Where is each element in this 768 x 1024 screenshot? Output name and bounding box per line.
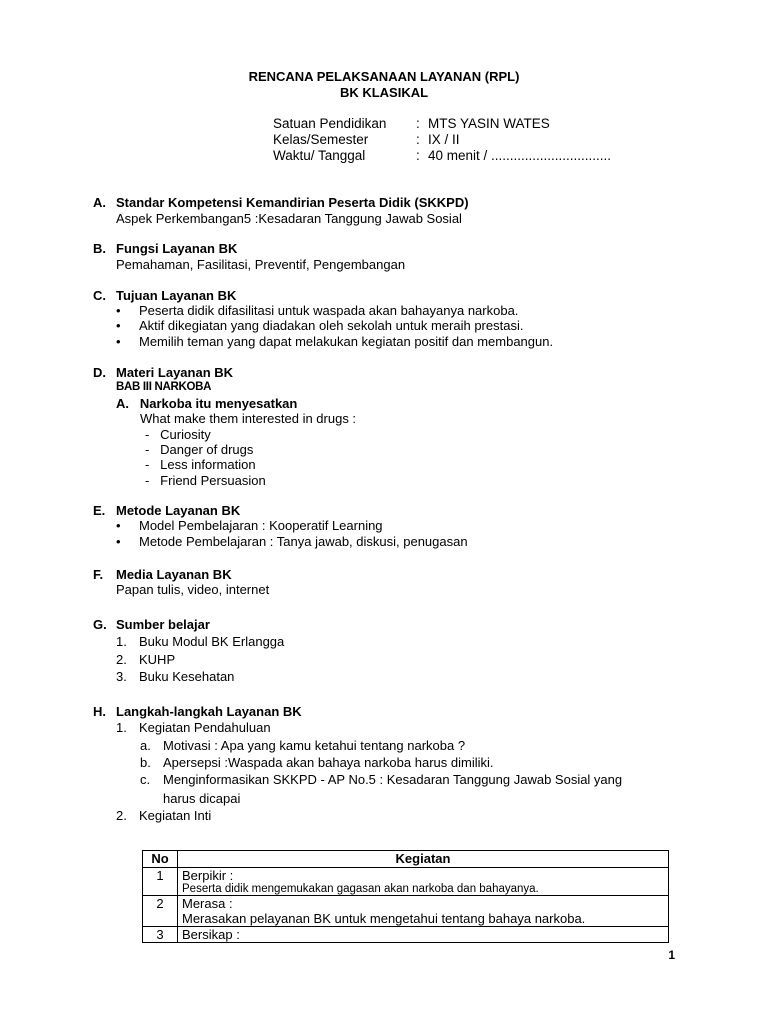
table-header-row <box>143 851 669 868</box>
sub-step-text: Motivasi : Apa yang kamu ketahui tentang narkoba ? <box>163 738 466 753</box>
table-cell-kegiatan <box>178 896 669 927</box>
activity-title: Berpikir : <box>182 868 234 883</box>
info-row: Waktu/ Tanggal : 40 menit / ................................ <box>273 148 612 163</box>
section-letter: C. <box>93 288 106 303</box>
activity-desc: Merasakan pelayanan BK untuk mengetahui tentang bahaya narkoba. <box>182 911 586 926</box>
question-text: What make them interested in drugs : <box>140 411 357 426</box>
table-cell-kegiatan <box>178 927 669 943</box>
info-row: Satuan Pendidikan : MTS YASIN WATES <box>273 116 550 131</box>
info-value: IX / II <box>428 132 460 147</box>
list-item-text: Curiosity <box>160 427 211 442</box>
section-a-heading <box>93 195 469 210</box>
section-c-heading <box>93 288 236 303</box>
doc-title: RENCANA PELAKSANAAN LAYANAN (RPL) <box>248 69 520 84</box>
list-item-text: Memilih teman yang dapat melakukan kegiatan positif dan membangun. <box>139 334 554 349</box>
section-title: Fungsi Layanan BK <box>116 241 238 256</box>
list-item-text: KUHP <box>139 652 176 667</box>
activity-title: Merasa : <box>182 896 233 911</box>
sub-step-marker: c. <box>140 772 151 787</box>
list-item-text: Less information <box>160 457 256 472</box>
section-h-heading <box>93 704 302 719</box>
bab-title: BAB III NARKOBA <box>116 381 212 393</box>
section-d-heading <box>93 365 233 380</box>
table-header-kegiatan: Kegiatan <box>178 851 669 868</box>
section-title: Langkah-langkah Layanan BK <box>116 704 302 719</box>
section-f-body: Papan tulis, video, internet <box>116 582 270 597</box>
step-text: Kegiatan Pendahuluan <box>139 720 271 735</box>
list-item: - Curiosity <box>145 427 211 442</box>
subsection-heading <box>116 396 297 411</box>
list-item: - Less information <box>145 457 256 472</box>
section-title: Standar Kompetensi Kemandirian Peserta Didik (SKKPD) <box>116 195 469 210</box>
sub-step-marker: b. <box>140 755 151 770</box>
sub-step-text: Apersepsi :Waspada akan bahaya narkoba harus dimiliki. <box>163 755 494 770</box>
section-letter: E. <box>93 503 106 518</box>
list-item-text: Metode Pembelajaran : Tanya jawab, diskusi, penugasan <box>139 534 468 549</box>
list-item: - Danger of drugs <box>145 442 254 457</box>
sub-step-marker: a. <box>140 738 151 753</box>
table-row <box>143 896 669 927</box>
info-value: 40 menit / ................................ <box>428 148 612 163</box>
section-letter: B. <box>93 241 106 256</box>
sub-step-text: Menginformasikan SKKPD - AP No.5 : Kesadaran Tanggung Jawab Sosial yang <box>163 772 623 787</box>
list-item-text: Danger of drugs <box>160 442 254 457</box>
list-item-text: Peserta didik difasilitasi untuk waspada akan bahayanya narkoba. <box>139 303 519 318</box>
info-row: Kelas/Semester : IX / II <box>273 132 460 147</box>
info-value: MTS YASIN WATES <box>428 116 550 131</box>
section-letter: H. <box>93 704 106 719</box>
document-page: RENCANA PELAKSANAAN LAYANAN (RPL) BK KLASIKAL Satuan Pendidikan : MTS YASIN WATES Kelas/Semester : IX / II Waktu/ Tanggal : 40 menit / ................................ A. Standar Kompetensi Kemandirian Peserta Didik (SKKPD) Aspek Perkembangan5 :Kesadaran Tanggung Jawab Sosial B. Fungsi Layanan BK Pemahaman, Fasilitasi, Preventif, Pengembangan C. Tujuan Layanan BK • Peserta didik difasilitasi untuk waspada akan bahayanya narkoba. • Aktif dikegiatan yang diadakan oleh sekolah untuk meraih prestasi. • Memilih teman yang dapat melakukan kegiatan positif dan membangun. D. Materi Layanan BK BAB III NARKOBA A. Narkoba itu menyesatkan What make them interested in drugs : - Curiosity - Danger of drugs - Less information - Friend Persuasion E. Metode Layanan BK • Model Pembelajaran : Kooperatif Learning • Metode Pembelajaran : Tanya jawab, diskusi, penugasan F. Media Layanan BK Papan tulis, video, internet G. Sumber belajar 1. Buku Modul BK Erlangga 2. KUHP 3. Buku Kesehatan H. Langkah-langkah Layanan BK 1. Kegiatan Pendahuluan a. Motivasi : Apa yang kamu ketahui tentang narkoba ? b. Apersepsi :Waspada akan bahaya narkoba harus dimiliki. c. Menginformasikan SKKPD - AP No.5 : Kesadaran Tanggung Jawab Sosial yang harus dicapai 2. Kegiatan Inti No Kegiatan 1 Berpikir : Peserta didik mengemukakan gagasan akan narkoba dan bahayanya. 2 Merasa : Merasakan pelayanan BK untuk mengetahui tentang bahaya narkoba. 3 Bersikap : 1 <box>0 0 768 1024</box>
table-row <box>143 927 669 943</box>
info-block <box>273 116 611 164</box>
info-label: Satuan Pendidikan <box>273 116 387 131</box>
activity-desc: Peserta didik mengemukakan gagasan akan narkoba dan bahayanya. <box>182 883 539 895</box>
activity-title: Bersikap : <box>182 927 240 942</box>
list-item: - Friend Persuasion <box>145 473 266 488</box>
section-f-heading <box>93 567 232 582</box>
kegiatan-table <box>142 850 669 943</box>
subsection-letter: A. <box>116 396 129 411</box>
list-item-text: Model Pembelajaran : Kooperatif Learning <box>139 518 383 533</box>
section-letter: G. <box>93 617 107 632</box>
table-cell-no: 1 <box>143 868 178 896</box>
table-cell-kegiatan <box>178 868 669 896</box>
doc-subtitle: BK KLASIKAL <box>339 85 429 100</box>
section-title: Materi Layanan BK <box>116 365 234 380</box>
page-number: 1 <box>668 948 675 962</box>
sub-step-text-continued: harus dicapai <box>163 791 241 806</box>
section-title: Media Layanan BK <box>116 567 232 582</box>
section-letter: A. <box>93 195 106 210</box>
info-label: Kelas/Semester <box>273 132 369 147</box>
section-title: Metode Layanan BK <box>116 503 241 518</box>
section-letter: F. <box>93 567 104 582</box>
section-e-heading <box>93 503 240 518</box>
table-row <box>143 868 669 896</box>
section-title: Sumber belajar <box>116 617 210 632</box>
section-g-heading <box>93 617 210 632</box>
table-header-no: No <box>143 851 178 868</box>
section-b-heading <box>93 241 237 256</box>
list-item-text: Buku Kesehatan <box>139 669 235 684</box>
section-letter: D. <box>93 365 106 380</box>
section-b-body: Pemahaman, Fasilitasi, Preventif, Pengembangan <box>116 257 406 272</box>
list-item-text: Friend Persuasion <box>160 473 266 488</box>
list-item-text: Aktif dikegiatan yang diadakan oleh sekolah untuk meraih prestasi. <box>139 318 524 333</box>
info-label: Waktu/ Tanggal <box>273 148 366 163</box>
list-item-text: Buku Modul BK Erlangga <box>139 634 285 649</box>
table-cell-no: 2 <box>143 896 178 927</box>
section-a-body: Aspek Perkembangan5 :Kesadaran Tanggung Jawab Sosial <box>116 211 462 226</box>
step-text: Kegiatan Inti <box>139 808 212 823</box>
table-cell-no: 3 <box>143 927 178 943</box>
subsection-title: Narkoba itu menyesatkan <box>139 396 298 411</box>
section-title: Tujuan Layanan BK <box>116 288 237 303</box>
